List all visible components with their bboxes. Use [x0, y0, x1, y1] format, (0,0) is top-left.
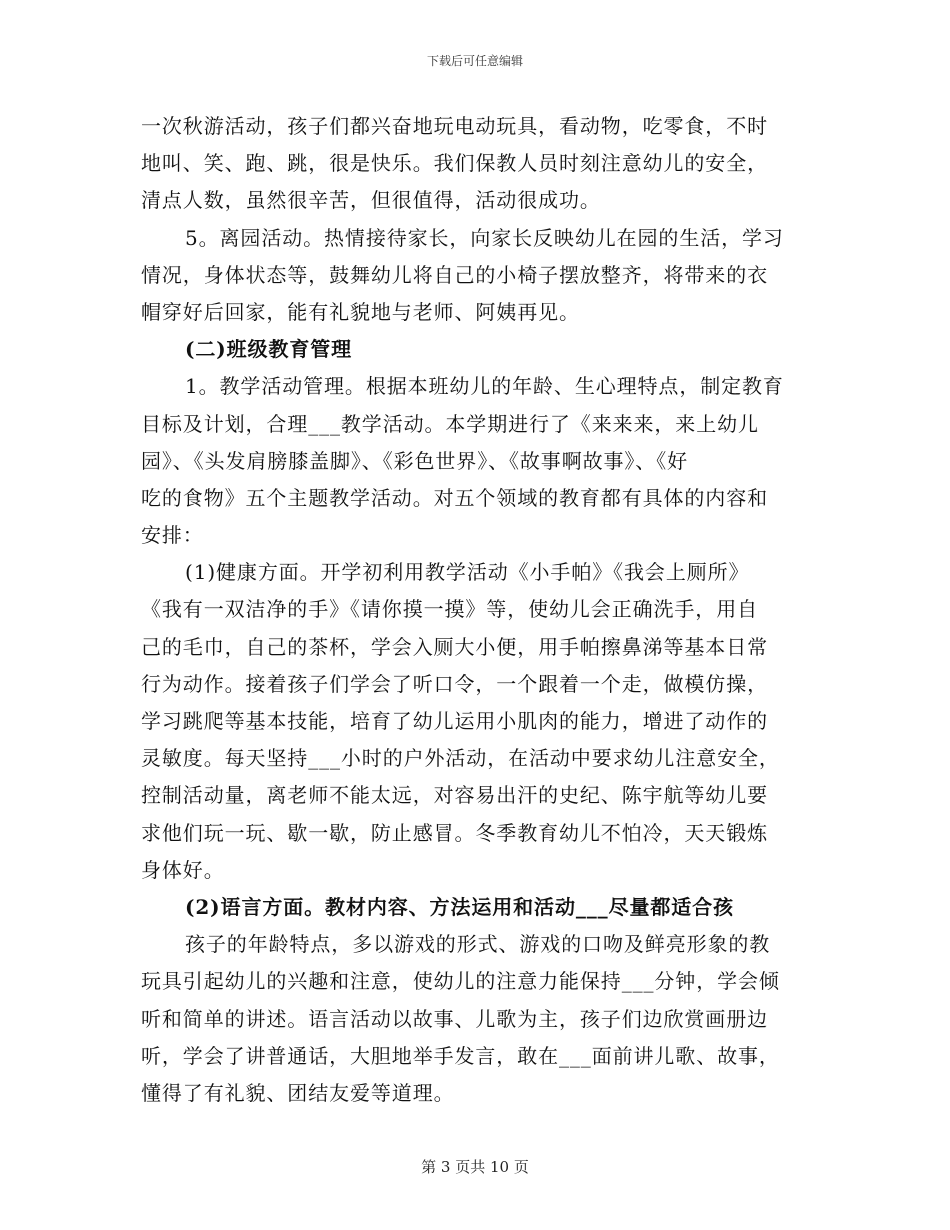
- text-line: 一次秋游活动，孩子们都兴奋地玩电动玩具，看动物，吃零食，不时: [141, 114, 768, 138]
- text-line: 行为动作。接着孩子们学会了听口令，一个跟着一个走，做模仿操，: [141, 671, 768, 696]
- text-line: 帽穿好后回家，能有礼貌地与老师、阿姨再见。: [141, 299, 580, 324]
- text-line: 清点人数，虽然很辛苦，但很值得，活动很成功。: [141, 188, 601, 213]
- document-body: [141, 108, 811, 1112]
- text-line: 地叫、笑、跑、跳，很是快乐。我们保教人员时刻注意幼儿的安全，: [141, 151, 768, 176]
- text-line: 身体好。: [141, 857, 225, 882]
- text-line: 目标及计划，合理___教学活动。本学期进行了《来来来，来上幼儿: [141, 411, 759, 436]
- text-line: 安排：: [141, 523, 204, 548]
- text-line: 5。离园活动。热情接待家长，向家长反映幼儿在园的生活，学习: [185, 225, 784, 250]
- text-line: 听和简单的讲述。语言活动以故事、儿歌为主，孩子们边欣赏画册边: [141, 1006, 768, 1031]
- text-line: 1。教学活动管理。根据本班幼儿的年龄、生心理特点，制定教育: [185, 374, 784, 399]
- text-line: 情况，身体状态等，鼓舞幼儿将自己的小椅子摆放整齐，将带来的衣: [141, 262, 768, 287]
- text-line: 灵敏度。每天坚持___小时的户外活动，在活动中要求幼儿注意安全，: [141, 746, 780, 771]
- page-header-note: 下载后可任意编辑: [426, 54, 523, 68]
- text-line: 懂得了有礼貌、团结友爱等道理。: [141, 1080, 455, 1105]
- text-line: 学习跳爬等基本技能，培育了幼儿运用小肌肉的能力，增进了动作的: [141, 709, 768, 733]
- text-line: 吃的食物》五个主题教学活动。对五个领域的教育都有具体的内容和: [141, 485, 768, 510]
- text-line: 园》、《头发肩膀膝盖脚》、《彩色世界》、《故事啊故事》、《好: [141, 448, 688, 473]
- text-line: 求他们玩一玩、歇一歇，防止感冒。冬季教育幼儿不怕冷，天天锻炼: [141, 820, 768, 845]
- section-heading-line: (2)语言方面。教材内容、方法运用和活动___尽量都适合孩: [185, 894, 734, 919]
- text-line: 听，学会了讲普通话，大胆地举手发言，敢在___面前讲儿歌、故事，: [141, 1043, 780, 1068]
- text-line: 玩具引起幼儿的兴趣和注意，使幼儿的注意力能保持___分钟，学会倾: [141, 969, 780, 994]
- section-heading-line: (二)班级教育管理: [185, 337, 353, 362]
- text-line: 孩子的年龄特点，多以游戏的形式、游戏的口吻及鲜亮形象的教: [185, 932, 771, 957]
- text-line: 己的毛巾，自己的茶杯，学会入厕大小便，用手帕擦鼻涕等基本日常: [141, 634, 768, 659]
- text-line: (1)健康方面。开学初利用教学活动《小手帕》《我会上厕所》: [185, 560, 750, 585]
- page-number: 第 3 页共 10 页: [421, 1158, 529, 1176]
- text-line: 《我有一双洁净的手》《请你摸一摸》等，使幼儿会正确洗手，用自: [141, 597, 758, 622]
- text-line: 控制活动量，离老师不能太远，对容易出汗的史纪、陈宇航等幼儿要: [141, 783, 768, 808]
